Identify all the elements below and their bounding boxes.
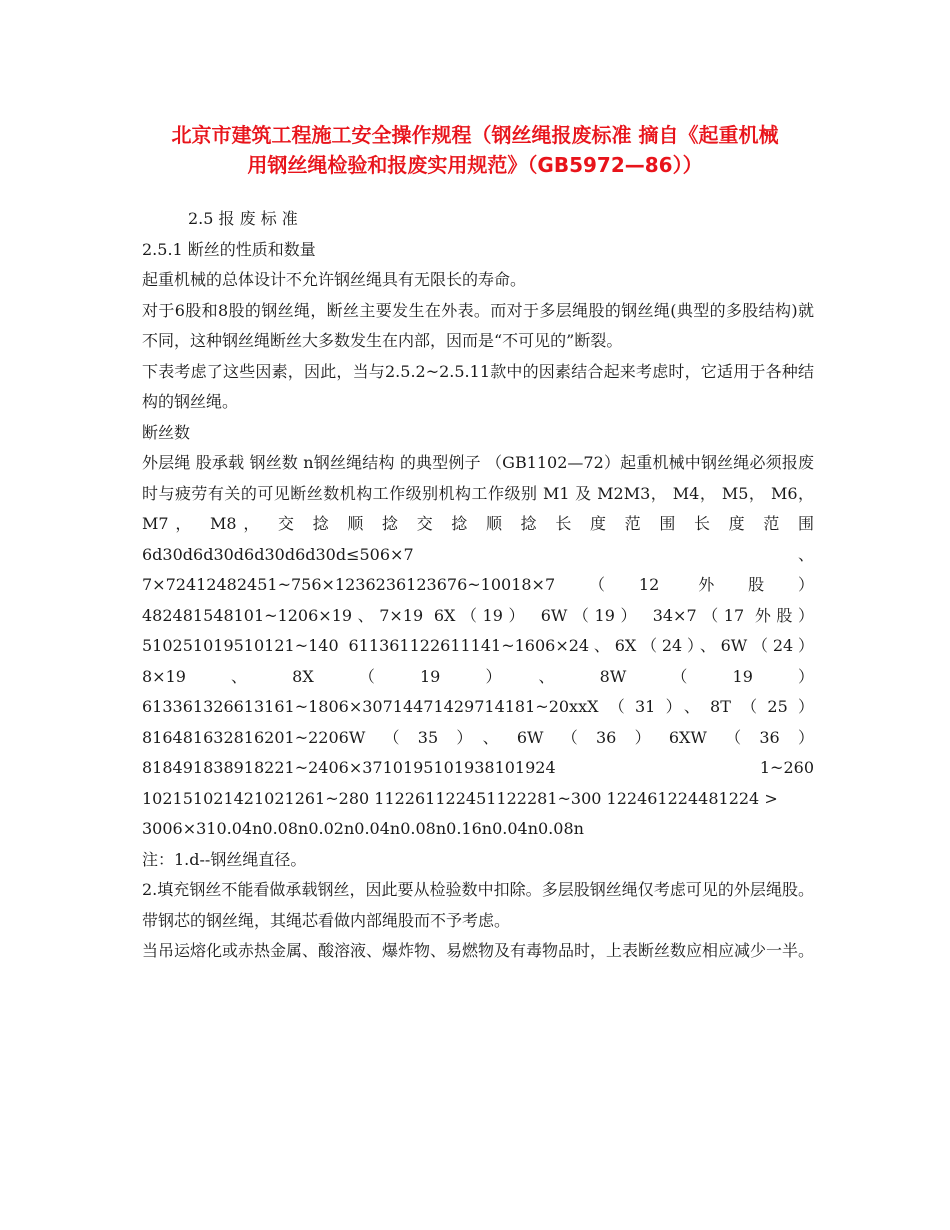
paragraph: 起重机械的总体设计不允许钢丝绳具有无限长的寿命。 <box>142 270 527 289</box>
table-text-paragraph: 外层绳 股承载 钢丝数 n钢丝绳结构 的典型例子 （GB1102—72）起重机械中钢丝绳必须报废 时与疲劳有关的可见断丝数机构工作级别机构工作级别 M1 及 M2M3， M4， M5， M6， M7， M8， 交 捻 顺 捻 交 捻 顺 捻 长 度 范 围 长 度 范 围 6d30d6d30d6d30d6d30d≤506×7、7×72412482451~756×1236236123676~10018×7（12 外股） 482481548101~1206×19、7×19 6X（19） 6W（19） 34×7（17 外股）510251019510121~140 611361122611141~1606×24、6X（24）、6W（24）8×19、8X（19）、8W（19）613361326613161~1806×30714471429714181~20xxX（31）、8T（25）816481632816201~2206W（35）、6W（36）6XW（36）818491838918221~2406×3710195101938101924 1~260 102151021421021261~280 112261122451122281~300 122461224481224 > <box>142 453 814 808</box>
subsection-heading: 2.5.1 断丝的性质和数量 <box>142 239 316 259</box>
document-title <box>130 120 820 180</box>
note: 当吊运熔化或赤热金属、酸溶液、爆炸物、易燃物及有毒物品时，上表断丝数应相应减少一半。 <box>142 941 815 960</box>
paragraph: 对于6股和8股的钢丝绳，断丝主要发生在外表。而对于多层绳股的钢丝绳(典型的多股结构)就不同，这种钢丝绳断丝大多数发生在内部，因而是“不可见的”断裂。 <box>142 300 814 350</box>
note: 2.填充钢丝不能看做承载钢丝，因此要从检验数中扣除。多层股钢丝绳仅考虑可见的外层绳股。带钢芯的钢丝绳，其绳芯看做内部绳股而不予考虑。 <box>142 880 814 930</box>
document-body <box>142 204 814 967</box>
section-heading: 2.5 报 废 标 准 <box>188 209 298 228</box>
note: 注：1.d--钢丝绳直径。 <box>142 849 307 869</box>
title-line-1: 北京市建筑工程施工安全操作规程（钢丝绳报废标准 摘自《起重机械 <box>171 123 779 147</box>
title-line-2: 用钢丝绳检验和报废实用规范》（GB5972—86）） <box>247 153 703 177</box>
paragraph: 断丝数 <box>142 422 191 442</box>
table-text-paragraph: 3006×310.04n0.08n0.02n0.04n0.08n0.16n0.04n0.08n <box>142 819 584 838</box>
paragraph: 下表考虑了这些因素，因此，当与2.5.2~2.5.11款中的因素结合起来考虑时，它适用于各种结构的钢丝绳。 <box>142 361 814 411</box>
